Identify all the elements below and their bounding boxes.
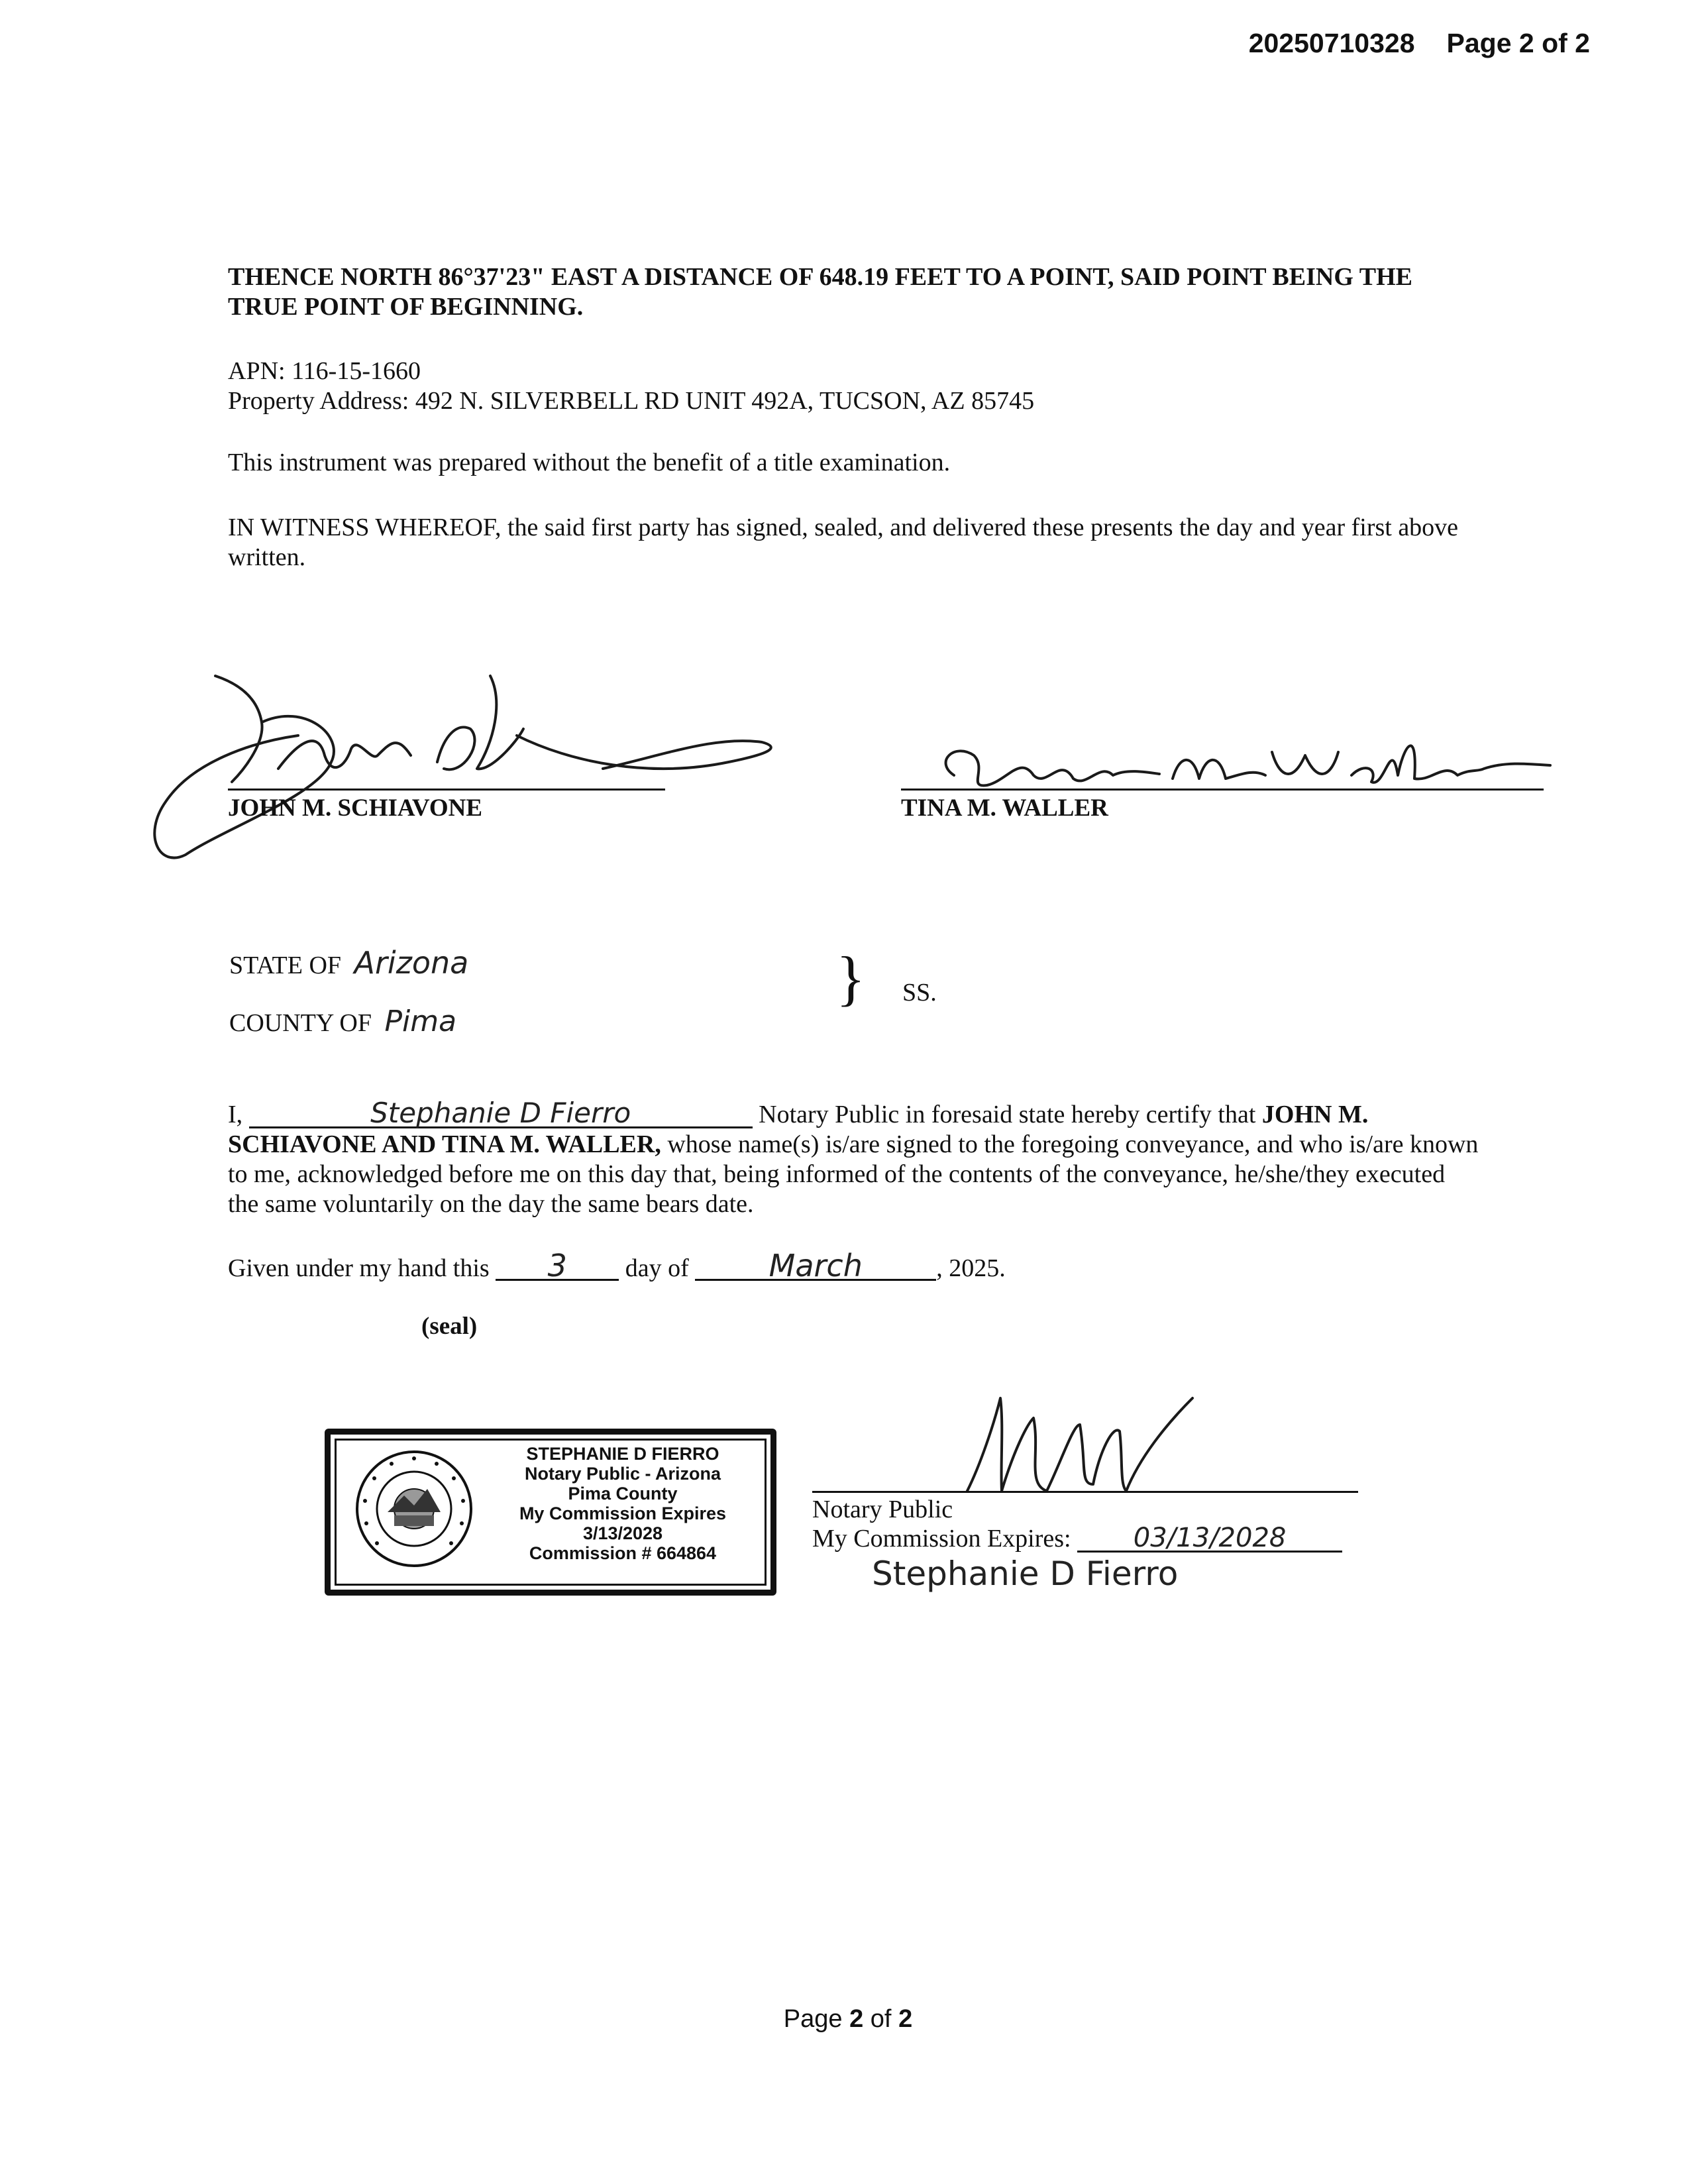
recording-header bbox=[1249, 28, 1590, 59]
year-suffix: , 2025. bbox=[936, 1254, 1006, 1282]
stamp-commission-label: My Commission Expires bbox=[519, 1503, 727, 1523]
parties-names: JOHN M. SCHIAVONE AND TINA M. WALLER, bbox=[228, 1101, 1369, 1158]
document-number: 20250710328 bbox=[1248, 28, 1415, 58]
notary-name-blank: Stephanie D Fierro bbox=[249, 1100, 753, 1128]
stamp-title: Notary Public - Arizona bbox=[524, 1464, 721, 1484]
stamp-county: Pima County bbox=[568, 1484, 678, 1503]
acknowledgment-text: whose name(s) is/are signed to the foregoing conveyance, and who is/are known to me, acknowledged before me on this day that, being informed of the contents of the conveyance, he/she/they executed the same voluntarily on the day the same bears date. bbox=[228, 1130, 1479, 1218]
page-footer bbox=[0, 2005, 1696, 2034]
month-value: March bbox=[695, 1252, 936, 1281]
stamp-expiry: 3/13/2028 bbox=[582, 1523, 663, 1543]
county-value: Pima bbox=[384, 1005, 457, 1038]
expires-label: My Commission Expires: bbox=[812, 1525, 1071, 1553]
property-address: Property Address: 492 N. SILVERBELL RD UNIT 492A, TUCSON, AZ 85745 bbox=[228, 387, 1035, 415]
footer-page-of: of bbox=[870, 2005, 892, 2033]
given-prefix: Given under my hand this bbox=[228, 1254, 490, 1282]
state-label: STATE OF bbox=[229, 952, 342, 979]
footer-page-total: 2 bbox=[898, 2005, 913, 2033]
ss-label: SS. bbox=[902, 979, 937, 1007]
ss-brace: } bbox=[836, 944, 866, 1012]
state-line bbox=[229, 945, 468, 981]
signer1-signature bbox=[146, 663, 822, 875]
thence-clause: THENCE NORTH 86°37'23" EAST A DISTANCE OF 648.19 FEET TO A POINT, SAID POINT BEING THE TRUE POINT OF BEGINNING. bbox=[228, 263, 1412, 321]
given-line bbox=[228, 1248, 1487, 1283]
footer-page-prefix: Page bbox=[783, 2005, 843, 2033]
footer-page-current: 2 bbox=[849, 2005, 864, 2033]
day-value: 3 bbox=[496, 1252, 619, 1281]
signer1-name: JOHN M. SCHIAVONE bbox=[228, 794, 483, 822]
title-exam-note: This instrument was prepared without the benefit of a title examination. bbox=[228, 449, 951, 476]
signer2-name: TINA M. WALLER bbox=[901, 794, 1108, 822]
witness-clause: IN WITNESS WHEREOF, the said first party has signed, sealed, and delivered these presents the day and year first above written. bbox=[228, 514, 1459, 571]
page-indicator: Page 2 of 2 bbox=[1446, 28, 1590, 58]
state-seal-icon bbox=[354, 1449, 474, 1568]
notary-title: Notary Public bbox=[812, 1496, 953, 1523]
notary-signature-line bbox=[812, 1491, 1358, 1493]
notary-stamp bbox=[325, 1429, 776, 1596]
county-label: COUNTY OF bbox=[229, 1009, 372, 1037]
stamp-text bbox=[487, 1444, 759, 1563]
notary-certification bbox=[228, 1097, 1480, 1219]
certify-text: Notary Public in foresaid state hereby certify that bbox=[759, 1101, 1256, 1128]
notary-expires-line bbox=[812, 1524, 1342, 1553]
notary-signature bbox=[954, 1385, 1246, 1504]
seal-label: (seal) bbox=[421, 1313, 478, 1340]
day-of-label: day of bbox=[625, 1254, 689, 1282]
notary-printed-name: Stephanie D Fierro bbox=[872, 1555, 1179, 1593]
apn-line: APN: 116-15-1660 bbox=[228, 357, 421, 385]
stamp-commission-number: Commission # 664864 bbox=[529, 1543, 717, 1563]
stamp-name: STEPHANIE D FIERRO bbox=[526, 1444, 719, 1464]
expires-value: 03/13/2028 bbox=[1077, 1525, 1342, 1553]
county-line bbox=[229, 1005, 456, 1038]
state-value: Arizona bbox=[354, 945, 469, 981]
i-prefix: I, bbox=[228, 1101, 243, 1128]
